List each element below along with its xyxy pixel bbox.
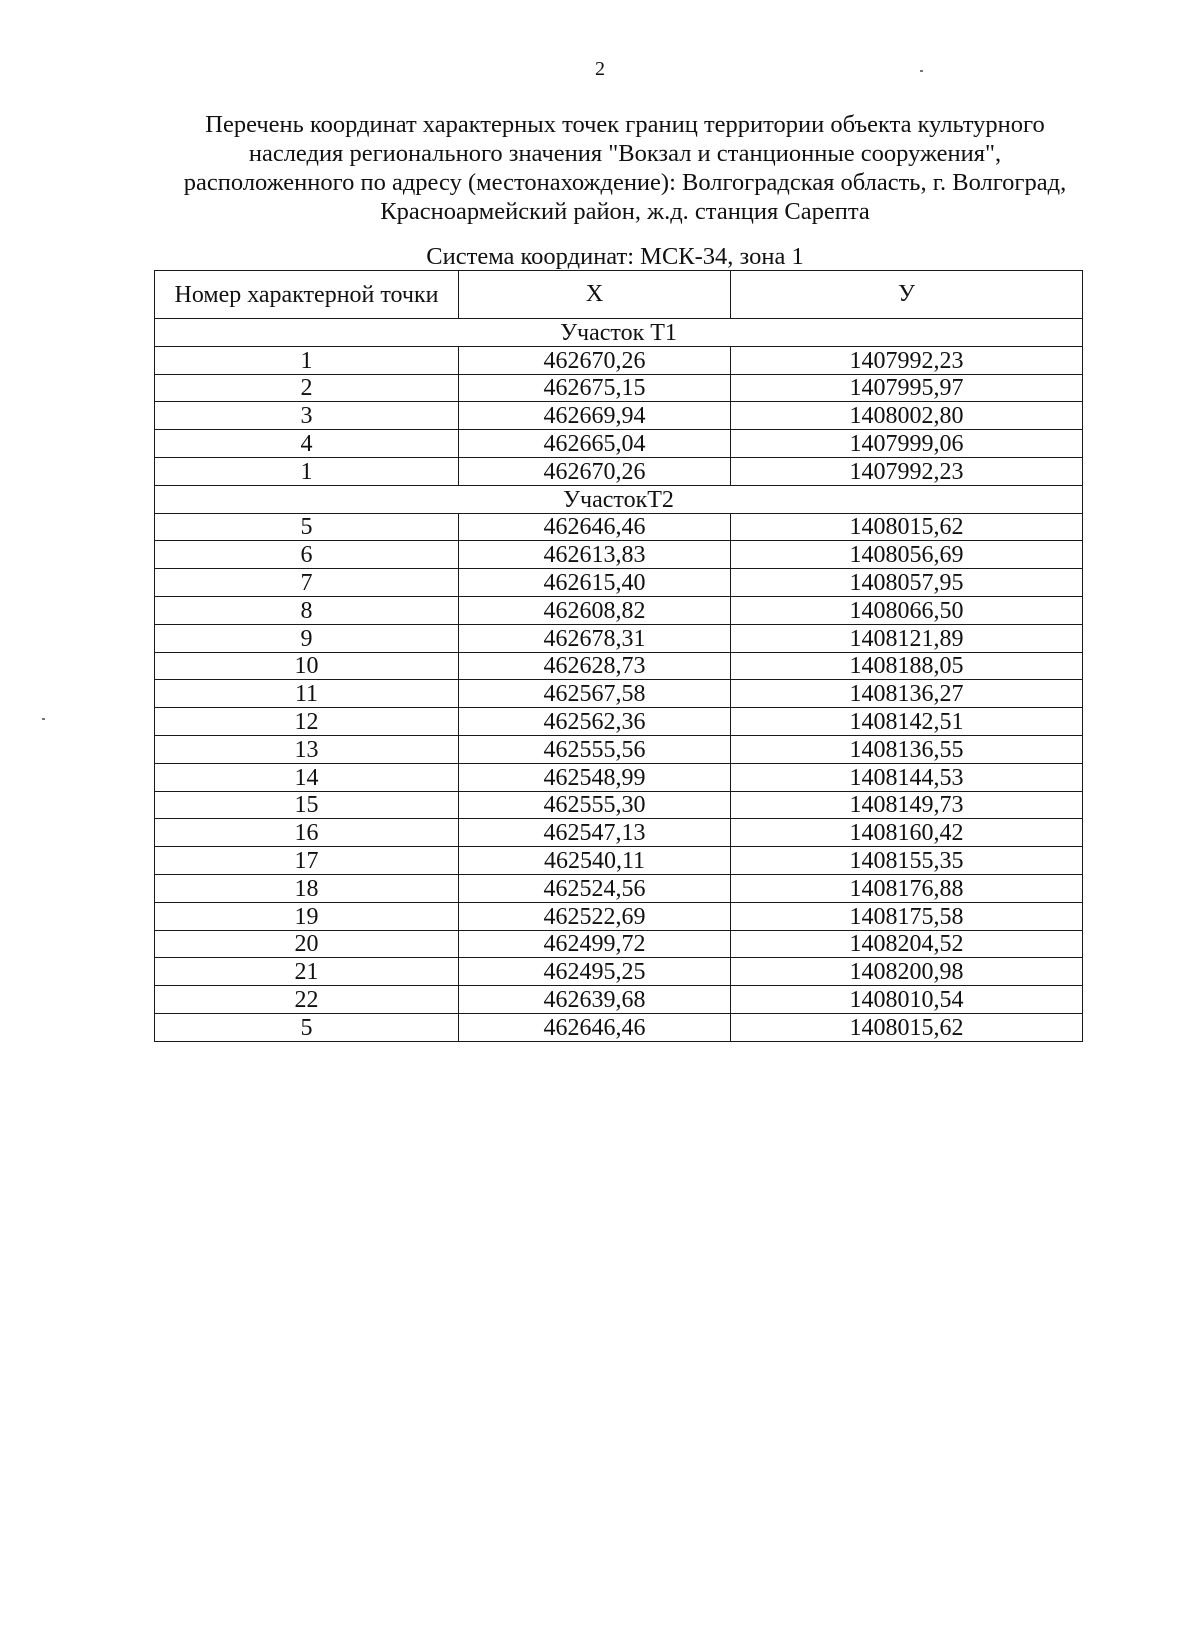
cell-y: 1408057,95	[731, 569, 1083, 597]
cell-point-number: 14	[155, 763, 459, 791]
cell-point-number: 1	[155, 346, 459, 374]
cell-y: 1408136,55	[731, 735, 1083, 763]
cell-point-number: 1	[155, 457, 459, 485]
cell-x: 462615,40	[459, 569, 731, 597]
table-row	[155, 902, 1083, 930]
cell-point-number: 17	[155, 847, 459, 875]
table-row	[155, 457, 1083, 485]
table-row	[155, 624, 1083, 652]
page-number: 2	[595, 58, 605, 80]
table-row	[155, 791, 1083, 819]
cell-x: 462555,56	[459, 735, 731, 763]
section-row	[155, 485, 1083, 513]
table-row	[155, 763, 1083, 791]
cell-x: 462540,11	[459, 847, 731, 875]
cell-point-number: 5	[155, 1013, 459, 1041]
cell-x: 462675,15	[459, 374, 731, 402]
cell-y: 1407999,06	[731, 430, 1083, 458]
cell-x: 462678,31	[459, 624, 731, 652]
cell-y: 1408136,27	[731, 680, 1083, 708]
section-row	[155, 319, 1083, 347]
coordinate-system-caption: Система координат: МСК-34, зона 1	[426, 243, 804, 270]
cell-y: 1407992,23	[731, 346, 1083, 374]
cell-x: 462669,94	[459, 402, 731, 430]
section-title: Участок Т1	[155, 319, 1083, 347]
cell-y: 1408010,54	[731, 986, 1083, 1014]
table-row	[155, 958, 1083, 986]
cell-point-number: 21	[155, 958, 459, 986]
header-x: X	[459, 271, 731, 319]
cell-y: 1408188,05	[731, 652, 1083, 680]
table-body	[155, 319, 1083, 1042]
cell-y: 1408175,58	[731, 902, 1083, 930]
table-row	[155, 847, 1083, 875]
cell-point-number: 16	[155, 819, 459, 847]
table-row	[155, 513, 1083, 541]
document-title: Перечень координат характерных точек границ территории объекта культурного наследия регионального значения "Вокзал и станционные сооружения", расположенного по адресу (местонахождение): Волгоградская область, г. Волгоград, Красноармейский район, ж.д. станция Сарепта	[183, 111, 1067, 225]
cell-y: 1407995,97	[731, 374, 1083, 402]
cell-y: 1408121,89	[731, 624, 1083, 652]
cell-point-number: 3	[155, 402, 459, 430]
cell-point-number: 9	[155, 624, 459, 652]
cell-x: 462522,69	[459, 902, 731, 930]
table-row	[155, 1013, 1083, 1041]
table-row	[155, 874, 1083, 902]
cell-x: 462646,46	[459, 513, 731, 541]
coordinates-table	[154, 270, 1083, 1042]
cell-point-number: 22	[155, 986, 459, 1014]
cell-point-number: 11	[155, 680, 459, 708]
table-row	[155, 374, 1083, 402]
cell-point-number: 18	[155, 874, 459, 902]
cell-point-number: 5	[155, 513, 459, 541]
cell-x: 462547,13	[459, 819, 731, 847]
cell-y: 1408204,52	[731, 930, 1083, 958]
cell-x: 462499,72	[459, 930, 731, 958]
cell-x: 462562,36	[459, 708, 731, 736]
cell-point-number: 8	[155, 596, 459, 624]
table-row	[155, 930, 1083, 958]
header-point-number: Номер характерной точки	[155, 271, 459, 319]
cell-x: 462524,56	[459, 874, 731, 902]
table-row	[155, 402, 1083, 430]
cell-y: 1408144,53	[731, 763, 1083, 791]
cell-point-number: 6	[155, 541, 459, 569]
cell-point-number: 10	[155, 652, 459, 680]
cell-point-number: 19	[155, 902, 459, 930]
cell-point-number: 12	[155, 708, 459, 736]
cell-point-number: 20	[155, 930, 459, 958]
cell-y: 1408002,80	[731, 402, 1083, 430]
cell-x: 462646,46	[459, 1013, 731, 1041]
cell-x: 462608,82	[459, 596, 731, 624]
cell-x: 462665,04	[459, 430, 731, 458]
cell-y: 1408200,98	[731, 958, 1083, 986]
cell-y: 1408056,69	[731, 541, 1083, 569]
cell-y: 1408015,62	[731, 1013, 1083, 1041]
cell-point-number: 13	[155, 735, 459, 763]
cell-y: 1407992,23	[731, 457, 1083, 485]
table-row	[155, 735, 1083, 763]
section-title: УчастокТ2	[155, 485, 1083, 513]
table-row	[155, 680, 1083, 708]
cell-point-number: 15	[155, 791, 459, 819]
scan-speck	[42, 718, 45, 720]
cell-x: 462670,26	[459, 346, 731, 374]
cell-y: 1408149,73	[731, 791, 1083, 819]
table-row	[155, 708, 1083, 736]
table-row	[155, 346, 1083, 374]
cell-x: 462613,83	[459, 541, 731, 569]
table-row	[155, 596, 1083, 624]
cell-y: 1408142,51	[731, 708, 1083, 736]
table-row	[155, 430, 1083, 458]
cell-y: 1408155,35	[731, 847, 1083, 875]
cell-x: 462555,30	[459, 791, 731, 819]
table-row	[155, 652, 1083, 680]
table-row	[155, 569, 1083, 597]
scan-speck	[920, 70, 923, 72]
cell-y: 1408066,50	[731, 596, 1083, 624]
cell-point-number: 4	[155, 430, 459, 458]
cell-x: 462495,25	[459, 958, 731, 986]
table-row	[155, 819, 1083, 847]
cell-x: 462548,99	[459, 763, 731, 791]
cell-y: 1408160,42	[731, 819, 1083, 847]
cell-x: 462567,58	[459, 680, 731, 708]
cell-x: 462628,73	[459, 652, 731, 680]
cell-x: 462639,68	[459, 986, 731, 1014]
cell-y: 1408176,88	[731, 874, 1083, 902]
cell-point-number: 7	[155, 569, 459, 597]
header-y: У	[731, 271, 1083, 319]
cell-y: 1408015,62	[731, 513, 1083, 541]
table-header-row	[155, 271, 1083, 319]
cell-x: 462670,26	[459, 457, 731, 485]
table-row	[155, 541, 1083, 569]
table-row	[155, 986, 1083, 1014]
cell-point-number: 2	[155, 374, 459, 402]
